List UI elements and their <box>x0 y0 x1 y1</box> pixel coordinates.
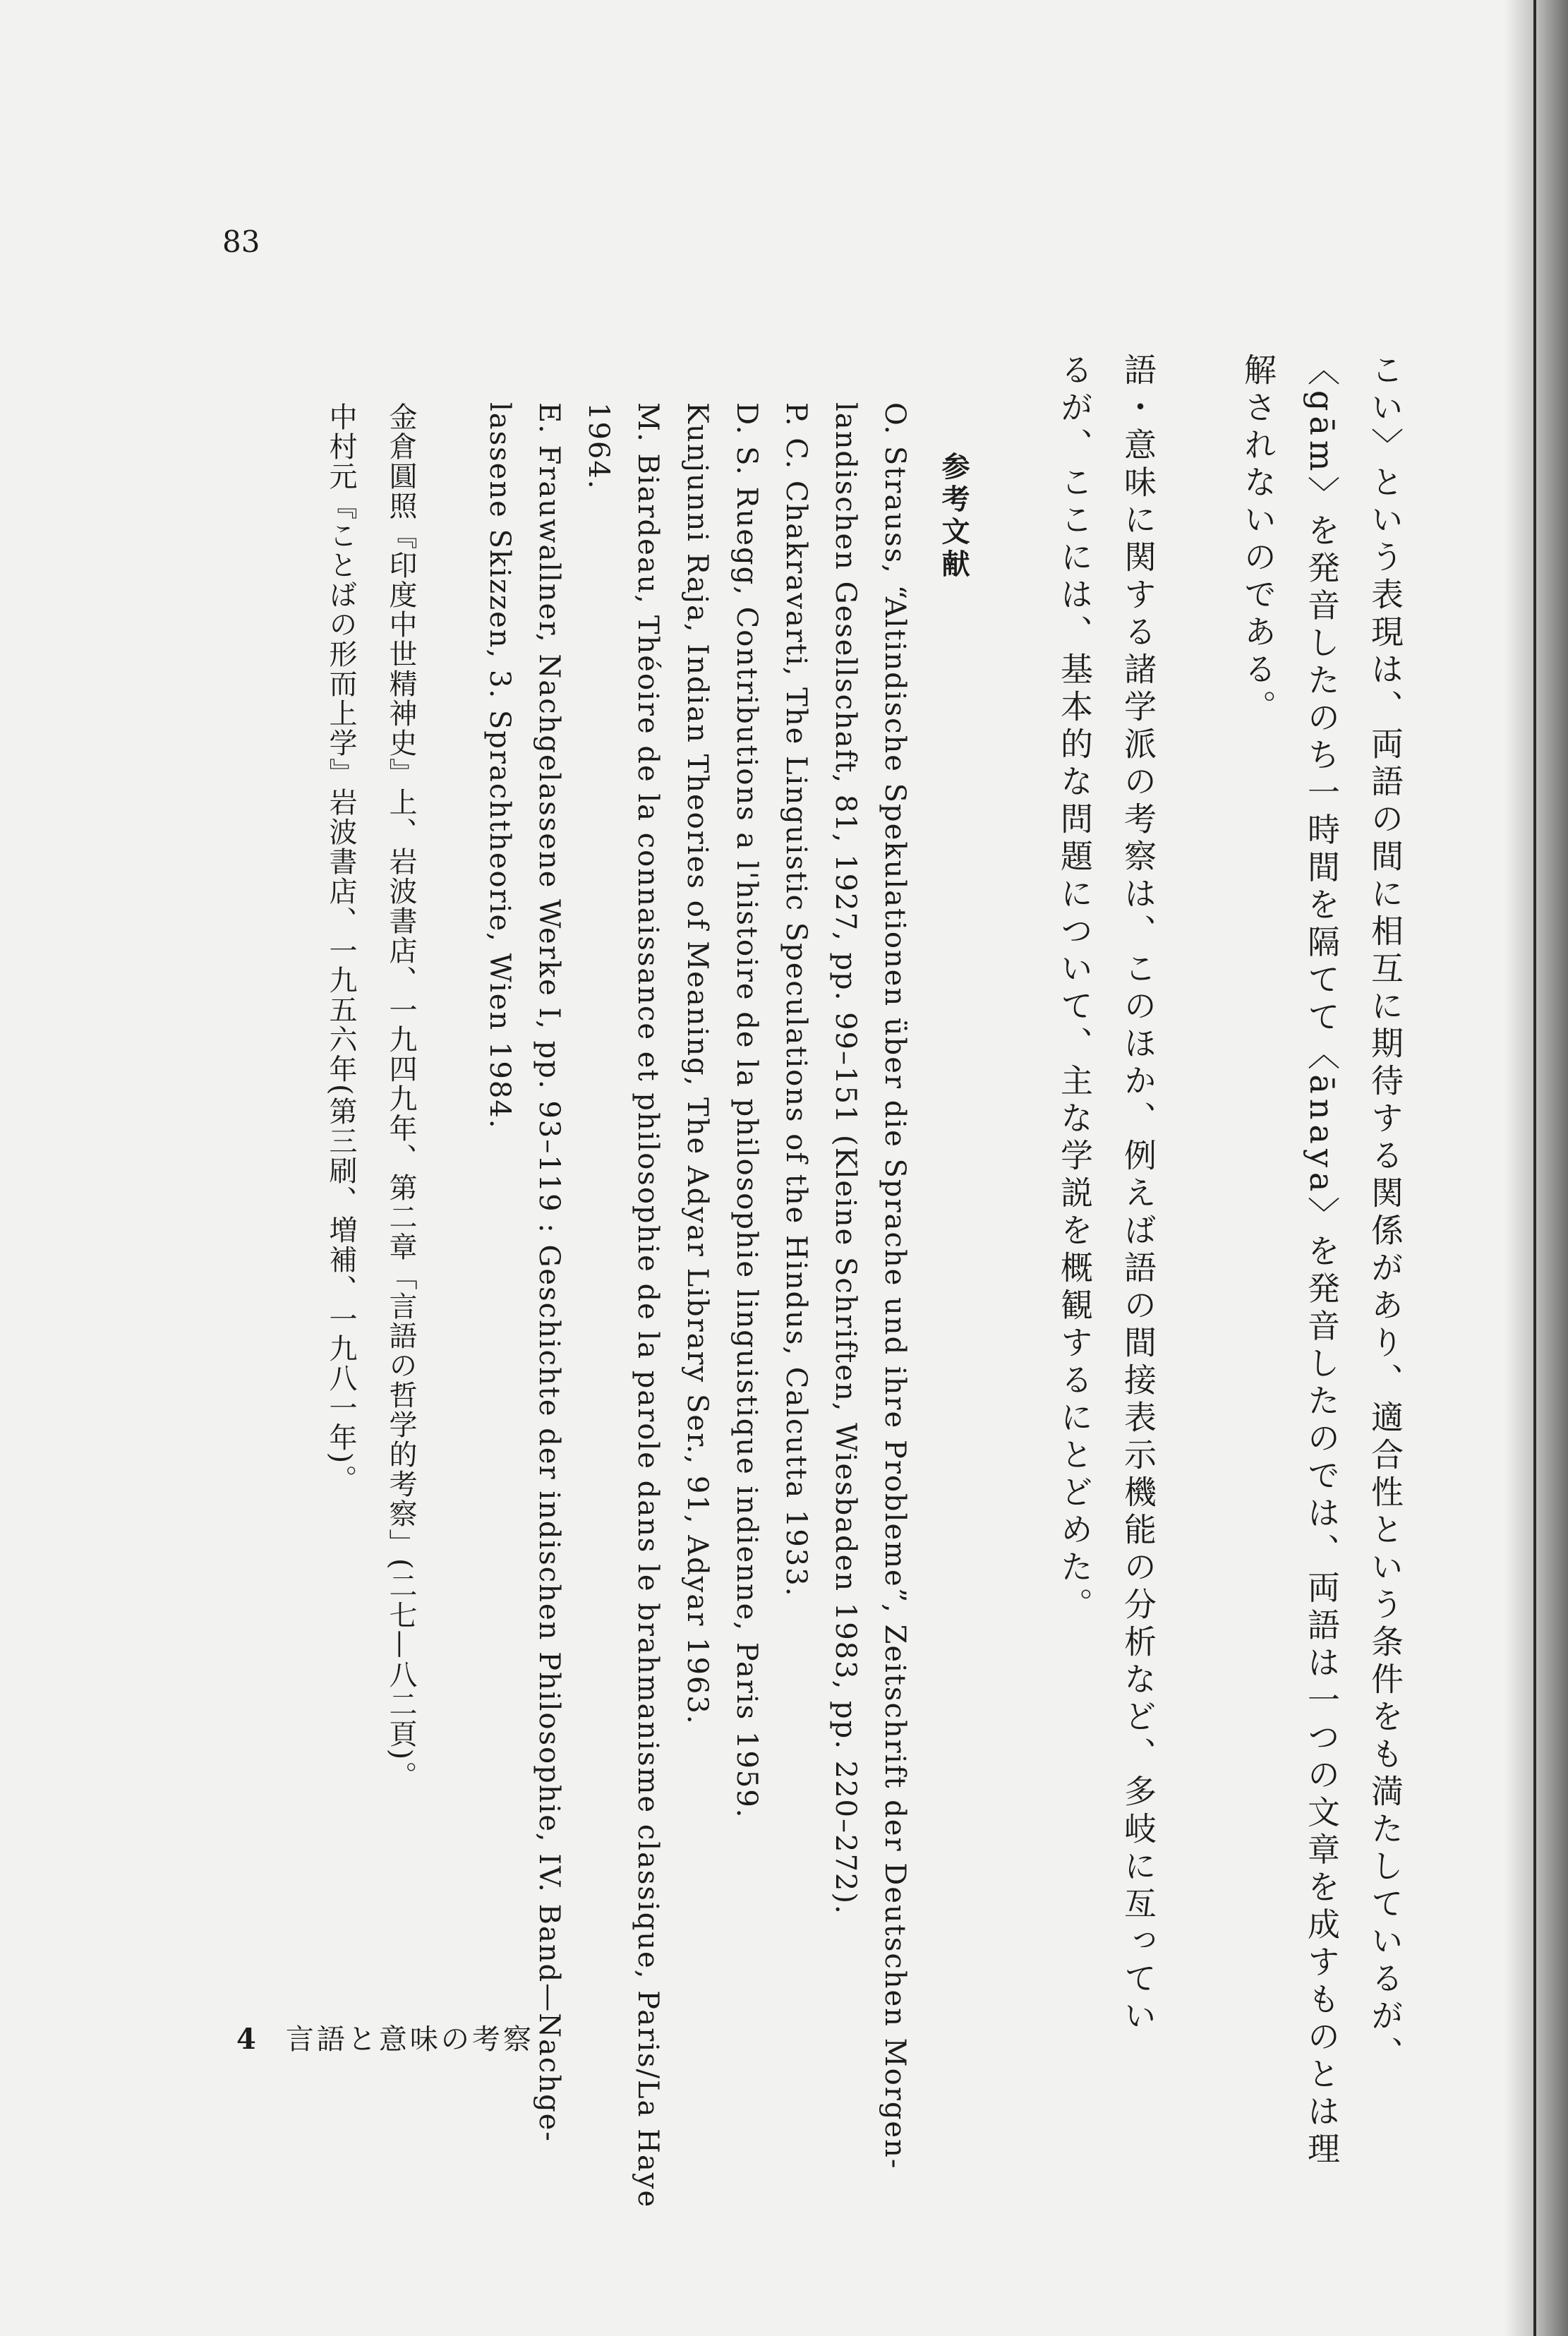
reference-line-9: lassene Skizzen, 3. Sprachtheorie, Wien 1984. <box>483 402 516 1130</box>
reference-line-2: landischen Gesellschaft, 81, 1927, pp. 99–151 (Kleine Schriften, Wiesbaden 1983, pp. 220–272). <box>829 402 862 1915</box>
references-heading: 参考文献 <box>937 452 970 582</box>
running-head <box>236 2017 534 2057</box>
reference-line-3: P. C. Chakravarti, The Linguistic Speculations of the Hindus, Calcutta 1933. <box>780 402 812 1598</box>
reference-line-4: D. S. Ruegg, Contributions a l'histoire de la philosophie linguistique indienne, Paris 1959. <box>730 402 763 1819</box>
reference-line-8: E. Frauwallner, Nachgelassene Werke I, pp. 93–119 : Geschichte der indischen Philosophie, IV. Band—Nachge- <box>533 402 565 2143</box>
reference-line-7: 1964. <box>582 402 615 490</box>
page-edge <box>1533 0 1536 2336</box>
reference-line-6: M. Biardeau, Théoire de la connaissance et philosophie de la parole dans le brahmanisme classique, Paris/La Haye <box>632 402 664 2209</box>
chapter-number: 4 <box>236 2023 259 2056</box>
body-line-2: 〈gām〉を発音したのち一時間を隔てて〈ānaya〉を発音したのでは、両語は一つの文章を成すものとは理 <box>1303 353 1341 2169</box>
body-line-3: 解されないのである。 <box>1239 353 1277 727</box>
page-number: 83 <box>222 224 260 259</box>
reference-line-1: O. Strauss, “Altindische Spekulationen über die Sprache und ihre Probleme”, Zeitschrift der Deutschen Morgen- <box>879 402 911 2170</box>
reference-line-10: 金倉圓照『印度中世精神史』上、岩波書店、一九四九年、第二章「言語の哲学的考察」(二七—八二頁)。 <box>385 402 417 1791</box>
page-binding-shadow <box>1504 0 1568 2336</box>
body-line-1: こい〉という表現は、両語の間に相互に期待する関係があり、適合性という条件をも満たしているが、 <box>1366 353 1404 2073</box>
reference-line-11: 中村元『ことばの形而上学』岩波書店、一九五六年(第三刷、増補、一九八一年)。 <box>325 402 357 1495</box>
body-line-5: るが、ここには、基本的な問題について、主な学説を概観するにとどめた。 <box>1056 353 1094 1625</box>
chapter-title: 言語と意味の考察 <box>285 2023 534 2056</box>
reference-line-5: Kunjunni Raja, Indian Theories of Meaning, The Adyar Library Ser., 91, Adyar 1963. <box>681 402 713 1726</box>
body-line-4: 語・意味に関する諸学派の考察は、このほか、例えば語の間接表示機能の分析など、多岐に亙ってい <box>1119 353 1157 2036</box>
